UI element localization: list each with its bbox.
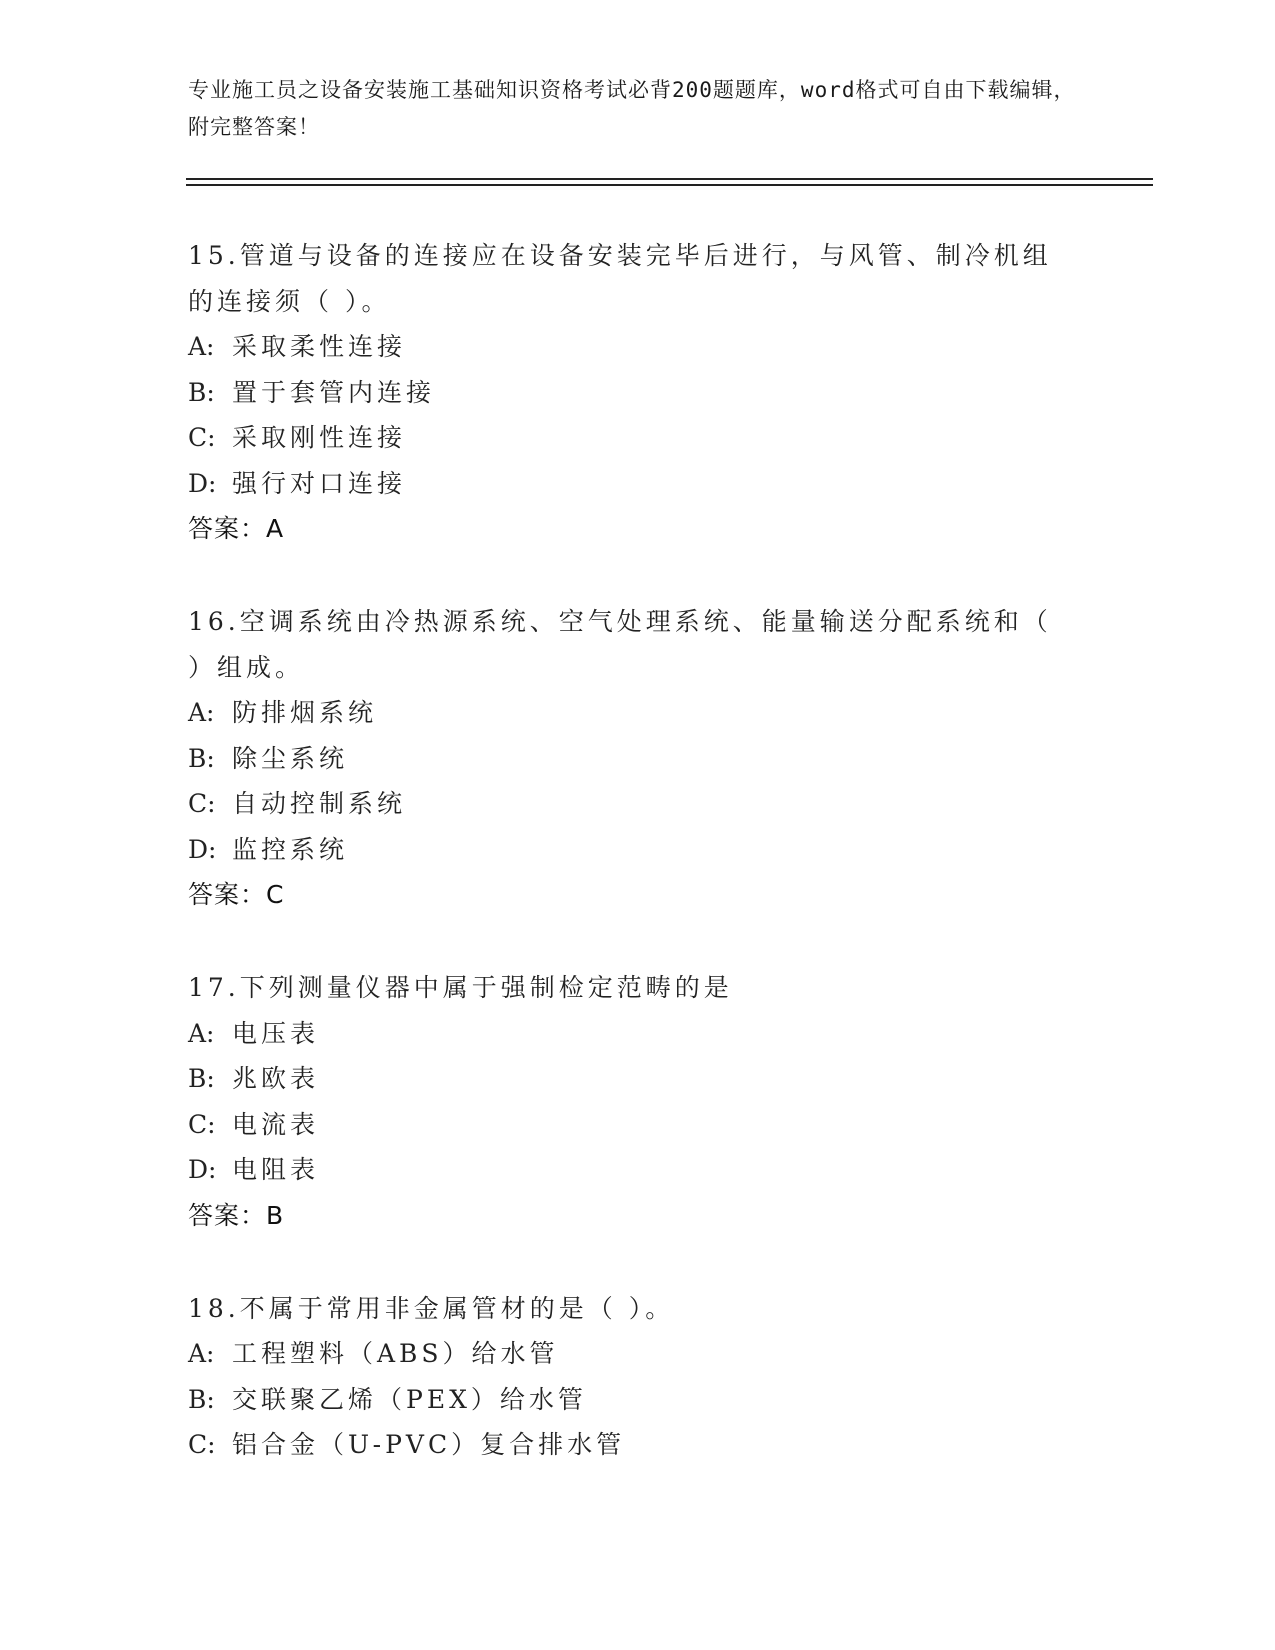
option-b bbox=[188, 1377, 1088, 1423]
option-key: C: bbox=[188, 423, 216, 452]
option-text: 强行对口连接 bbox=[232, 468, 407, 498]
option-a bbox=[188, 690, 1088, 736]
option-text: 采取刚性连接 bbox=[232, 423, 407, 452]
option-b bbox=[188, 736, 1088, 782]
header-divider-top bbox=[186, 178, 1153, 180]
option-text: 工程塑料（ABS）给水管 bbox=[232, 1339, 559, 1368]
option-d bbox=[188, 461, 1088, 507]
option-text: 电压表 bbox=[232, 1018, 320, 1048]
option-key: A: bbox=[188, 1339, 215, 1368]
option-text: 置于套管内连接 bbox=[232, 377, 436, 407]
option-text: 自动控制系统 bbox=[232, 789, 407, 818]
question-16 bbox=[188, 599, 1088, 918]
option-key: D: bbox=[188, 834, 217, 864]
answer-line: 答案：B bbox=[188, 1200, 285, 1230]
option-d bbox=[188, 827, 1088, 873]
option-text: 除尘系统 bbox=[232, 743, 349, 773]
question-title: 15.管道与设备的连接应在设备安装完毕后进行，与风管、制冷机组的连接须（ ）。 bbox=[188, 241, 1052, 316]
question-18 bbox=[188, 1286, 1088, 1468]
option-a bbox=[188, 1331, 1088, 1377]
question-17 bbox=[188, 965, 1088, 1239]
option-a bbox=[188, 1011, 1088, 1057]
option-text: 监控系统 bbox=[232, 834, 349, 864]
option-c bbox=[188, 1102, 1088, 1148]
option-text: 兆欧表 bbox=[232, 1064, 320, 1093]
answer-line: 答案：A bbox=[188, 514, 285, 543]
question-title: 16.空调系统由冷热源系统、空气处理系统、能量输送分配系统和（ ）组成。 bbox=[188, 607, 1052, 682]
option-d bbox=[188, 1147, 1088, 1193]
option-key: A: bbox=[188, 698, 215, 727]
option-b bbox=[188, 370, 1088, 416]
option-text: 采取柔性连接 bbox=[232, 332, 407, 361]
answer-line: 答案：C bbox=[188, 880, 285, 909]
option-key: B: bbox=[188, 1064, 215, 1093]
question-list bbox=[188, 233, 1088, 1515]
option-key: D: bbox=[188, 1155, 217, 1184]
option-text: 电流表 bbox=[232, 1109, 320, 1139]
option-key: C: bbox=[188, 789, 216, 818]
option-text: 铝合金（U-PVC）复合排水管 bbox=[232, 1430, 626, 1459]
option-text: 电阻表 bbox=[232, 1155, 320, 1184]
option-key: B: bbox=[188, 377, 215, 407]
question-15 bbox=[188, 233, 1088, 552]
option-c bbox=[188, 781, 1088, 827]
option-c bbox=[188, 415, 1088, 461]
option-key: C: bbox=[188, 1109, 216, 1139]
header-divider-bottom bbox=[186, 184, 1153, 186]
option-a bbox=[188, 324, 1088, 370]
option-key: A: bbox=[188, 1018, 215, 1048]
option-key: C: bbox=[188, 1430, 216, 1459]
option-c bbox=[188, 1422, 1088, 1468]
option-key: D: bbox=[188, 468, 217, 498]
option-key: B: bbox=[188, 743, 215, 773]
option-b bbox=[188, 1056, 1088, 1102]
question-title: 18.不属于常用非金属管材的是（ ）。 bbox=[188, 1293, 675, 1323]
option-text: 防排烟系统 bbox=[232, 698, 378, 727]
document-header: 专业施工员之设备安装施工基础知识资格考试必背200题题库，word格式可自由下载编辑，附完整答案！ bbox=[188, 78, 1076, 139]
option-key: A: bbox=[188, 332, 215, 361]
option-text: 交联聚乙烯（PEX）给水管 bbox=[232, 1384, 587, 1414]
option-key: B: bbox=[188, 1384, 215, 1414]
question-title: 17.下列测量仪器中属于强制检定范畴的是 bbox=[188, 973, 733, 1002]
